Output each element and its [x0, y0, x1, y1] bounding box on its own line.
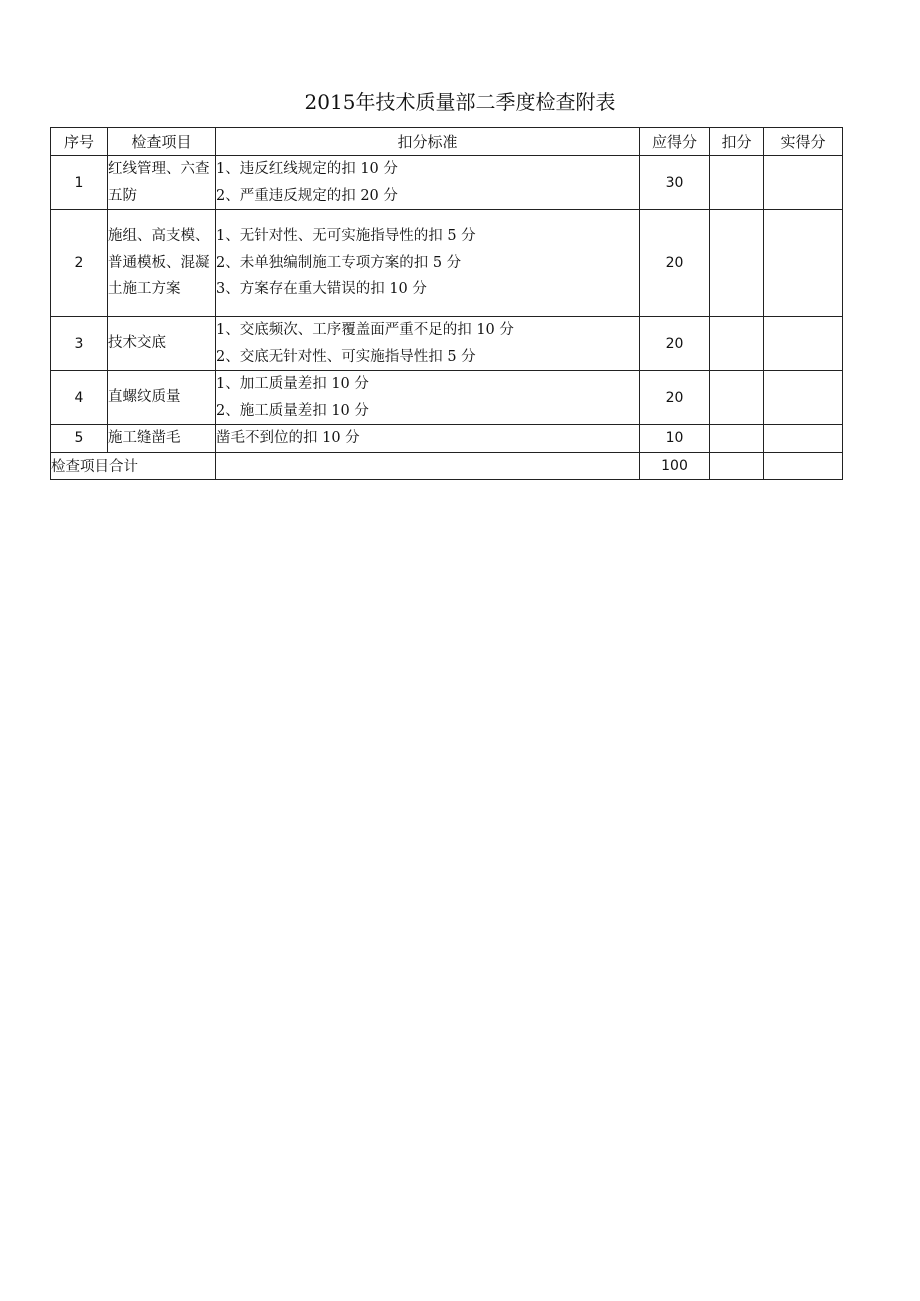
page-title: 2015年技术质量部二季度检查附表 — [304, 90, 616, 114]
row-actual-score-cell[interactable] — [764, 425, 843, 453]
table-row — [51, 210, 843, 317]
row-due-score: 20 — [640, 371, 710, 425]
header-deduction: 扣分 — [710, 128, 764, 156]
row-no: 1 — [51, 156, 108, 210]
criteria-line: 1、无针对性、无可实施指导性的扣 5 分 — [216, 228, 476, 245]
row-due-score: 30 — [640, 156, 710, 210]
header-due-score: 应得分 — [640, 128, 710, 156]
total-deduction-cell[interactable] — [710, 452, 764, 479]
row-no: 4 — [51, 371, 108, 425]
criteria-line: 2、施工质量差扣 10 分 — [216, 402, 369, 419]
row-criteria — [216, 156, 640, 210]
row-criteria — [216, 425, 640, 453]
criteria-line: 1、加工质量差扣 10 分 — [216, 376, 369, 392]
table-row — [51, 371, 843, 425]
total-row — [51, 452, 843, 479]
row-due-score: 20 — [640, 317, 710, 371]
row-item: 红线管理、六查五防 — [108, 156, 216, 210]
header-criteria: 扣分标准 — [216, 128, 640, 156]
row-deduction-cell[interactable] — [710, 371, 764, 425]
row-item: 直螺纹质量 — [108, 371, 216, 425]
row-no: 3 — [51, 317, 108, 371]
criteria-line: 3、方案存在重大错误的扣 10 分 — [216, 281, 427, 298]
header-item: 检查项目 — [108, 128, 216, 156]
row-due-score: 20 — [640, 210, 710, 317]
row-criteria — [216, 210, 640, 317]
row-actual-score-cell[interactable] — [764, 317, 843, 371]
row-actual-score-cell[interactable] — [764, 156, 843, 210]
table-row — [51, 156, 843, 210]
inspection-table — [50, 127, 843, 480]
row-item: 技术交底 — [108, 317, 216, 371]
row-due-score: 10 — [640, 425, 710, 453]
row-no: 5 — [51, 425, 108, 453]
criteria-line: 2、未单独编制施工专项方案的扣 5 分 — [216, 254, 462, 271]
total-actual-score-cell[interactable] — [764, 452, 843, 479]
row-deduction-cell[interactable] — [710, 317, 764, 371]
row-item: 施工缝凿毛 — [108, 425, 216, 453]
criteria-line: 凿毛不到位的扣 10 分 — [216, 430, 360, 446]
row-actual-score-cell[interactable] — [764, 210, 843, 317]
total-criteria-cell — [216, 452, 640, 479]
total-due-score: 100 — [640, 452, 710, 479]
header-actual-score: 实得分 — [764, 128, 843, 156]
row-deduction-cell[interactable] — [710, 425, 764, 453]
row-criteria — [216, 317, 640, 371]
row-item: 施组、高支模、普通模板、混凝土施工方案 — [108, 210, 216, 317]
table-row — [51, 317, 843, 371]
criteria-line: 2、交底无针对性、可实施指导性扣 5 分 — [216, 348, 476, 365]
table-header-row — [51, 128, 843, 156]
criteria-line: 2、严重违反规定的扣 20 分 — [216, 187, 398, 204]
row-deduction-cell[interactable] — [710, 156, 764, 210]
row-deduction-cell[interactable] — [710, 210, 764, 317]
row-no: 2 — [51, 210, 108, 317]
total-label: 检查项目合计 — [51, 452, 216, 479]
criteria-line: 1、违反红线规定的扣 10 分 — [216, 161, 398, 177]
header-no: 序号 — [51, 128, 108, 156]
row-actual-score-cell[interactable] — [764, 371, 843, 425]
criteria-line: 1、交底频次、工序覆盖面严重不足的扣 10 分 — [216, 322, 514, 338]
table-row — [51, 425, 843, 453]
row-criteria — [216, 371, 640, 425]
